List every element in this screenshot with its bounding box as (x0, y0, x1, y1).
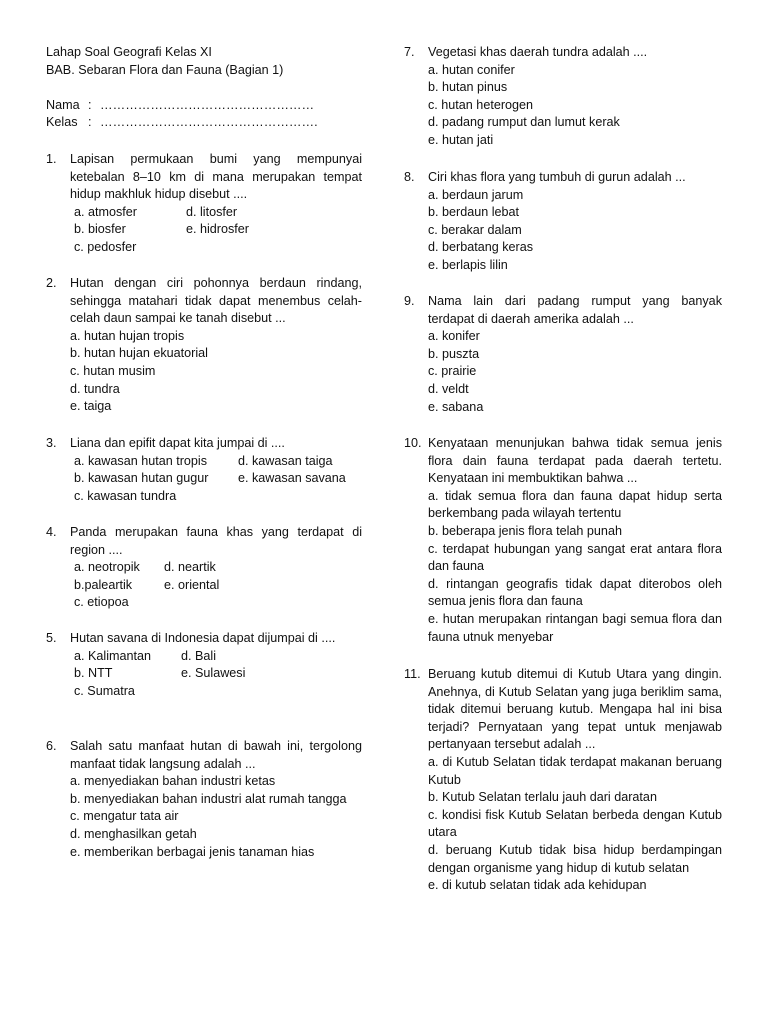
question-5 (46, 630, 362, 700)
option: b. hutan hujan ekuatorial (70, 346, 208, 361)
question-number: 7. (404, 45, 415, 59)
option: e. di kutub selatan tidak ada kehidupan (428, 878, 647, 893)
question-7 (404, 44, 722, 150)
question-4 (46, 524, 362, 612)
option: d. Bali (181, 648, 217, 663)
option: c. kondisi fisk Kutub Selatan berbeda dengan Kutub utara (428, 807, 722, 840)
option: a. berdaun jarum (428, 187, 524, 202)
option: e. hutan jati (428, 132, 494, 147)
option: c. etiopoa (74, 595, 129, 610)
question-3 (46, 435, 362, 505)
option: e. kawasan savana (238, 471, 346, 486)
worksheet-title: Lahap Soal Geografi Kelas XI (46, 45, 212, 59)
question-8 (404, 169, 722, 275)
question-text: Hutan dengan ciri pohonnya berdaun rindang, sehingga matahari tidak dapat menembus celah-celah daun sampai ke tanah disebut ... (70, 276, 362, 326)
question-text: Salah satu manfaat hutan di bawah ini, tergolong manfaat tidak langsung adalah ... (70, 739, 362, 771)
question-text: Nama lain dari padang rumput yang banyak terdapat di daerah amerika adalah ... (428, 294, 722, 326)
option: d. tundra (70, 381, 120, 396)
option: b.paleartik (74, 577, 133, 592)
option: a. menyediakan bahan industri ketas (70, 774, 276, 789)
option: a. hutan conifer (428, 62, 515, 77)
question-text: Kenyataan menunjukan bahwa tidak semua jenis flora dain fauna terdapat pada daerah tertetu. Kenyataan ini membuktikan bahwa ... (428, 436, 722, 486)
option: d. rintangan geografis tidak dapat diterobos oleh semua jenis flora dan fauna (428, 576, 722, 609)
option: c. terdapat hubungan yang sangat erat antara flora dan fauna (428, 541, 722, 574)
kelas-label: Kelas (46, 115, 78, 130)
option: c. Sumatra (74, 683, 135, 698)
option: a. tidak semua flora dan fauna dapat hidup serta berkembang pada wilayah tertentu (428, 488, 722, 521)
option: b. beberapa jenis flora telah punah (428, 523, 622, 538)
option: b. biosfer (74, 222, 126, 237)
question-number: 9. (404, 294, 415, 308)
question-9 (404, 293, 722, 416)
option: d. litosfer (186, 204, 238, 219)
nama-field[interactable] (46, 97, 362, 115)
option: b. menyediakan bahan industri alat rumah tangga (70, 791, 347, 806)
option: a. neotropik (74, 560, 140, 575)
option: e. berlapis lilin (428, 257, 508, 272)
question-number: 5. (46, 631, 57, 645)
question-text: Hutan savana di Indonesia dapat dijumpai di .... (70, 631, 336, 645)
question-number: 10. (404, 436, 422, 450)
option: c. hutan heterogen (428, 97, 534, 112)
question-text: Lapisan permukaan bumi yang mempunyai ketebalan 8–10 km di mana merupakan tempat hidup makhluk hidup disebut .... (70, 152, 362, 202)
option: a. hutan hujan tropis (70, 328, 185, 343)
question-11 (404, 666, 722, 895)
option: e. memberikan berbagai jenis tanaman hias (70, 844, 315, 859)
kelas-field[interactable] (46, 114, 362, 132)
worksheet-subtitle: BAB. Sebaran Flora dan Fauna (Bagian 1) (46, 62, 284, 77)
option: a. di Kutub Selatan tidak terdapat makanan beruang Kutub (428, 754, 722, 787)
question-1 (46, 151, 362, 257)
question-number: 6. (46, 739, 57, 753)
option: c. kawasan tundra (74, 488, 177, 503)
option: d. veldt (428, 381, 469, 396)
question-number: 3. (46, 436, 57, 450)
option: e. hutan merupakan rintangan bagi semua flora dan fauna utnuk menyebar (428, 611, 722, 644)
option-list (74, 453, 362, 506)
option: d. berbatang keras (428, 240, 534, 255)
question-text: Panda merupakan fauna khas yang terdapat di region .... (70, 525, 362, 557)
option: b. Kutub Selatan terlalu jauh dari daratan (428, 790, 657, 805)
option: d. kawasan taiga (238, 453, 333, 468)
option: c. mengatur tata air (70, 809, 179, 824)
question-2 (46, 275, 362, 416)
question-6 (46, 738, 362, 861)
option: d. beruang Kutub tidak bisa hidup berdampingan dengan organisme yang hidup di kutub selatan (428, 842, 722, 875)
option-list (74, 204, 362, 257)
question-number: 11. (404, 667, 421, 681)
question-number: 8. (404, 170, 415, 184)
option: c. pedosfer (74, 239, 137, 254)
option: b. kawasan hutan gugur (74, 471, 209, 486)
option: b. NTT (74, 666, 113, 681)
option: a. konifer (428, 329, 480, 344)
option: e. sabana (428, 399, 484, 414)
question-number: 1. (46, 152, 57, 166)
question-number: 4. (46, 525, 57, 539)
option: d. menghasilkan getah (70, 826, 197, 841)
question-text: Liana dan epifit dapat kita jumpai di .... (70, 436, 285, 450)
nama-separator: : (88, 97, 92, 112)
nama-label: Nama (46, 97, 80, 112)
option: e. hidrosfer (186, 222, 249, 237)
option-list (74, 648, 362, 701)
option: b. hutan pinus (428, 80, 508, 95)
question-text: Ciri khas flora yang tumbuh di gurun adalah ... (428, 170, 686, 184)
option: c. prairie (428, 364, 477, 379)
nama-blank[interactable]: …………………………………………… (100, 97, 315, 112)
option-list (74, 559, 362, 612)
option: b. berdaun lebat (428, 205, 520, 220)
kelas-blank[interactable]: ……………………………………………. (100, 115, 318, 130)
option: a. atmosfer (74, 204, 137, 219)
question-10 (404, 435, 722, 646)
option: b. puszta (428, 346, 480, 361)
option: d. neartik (164, 560, 216, 575)
kelas-separator: : (88, 115, 92, 130)
option: a. kawasan hutan tropis (74, 453, 208, 468)
option: a. Kalimantan (74, 648, 152, 663)
option: e. oriental (164, 577, 220, 592)
option: c. hutan musim (70, 363, 156, 378)
option: e. taiga (70, 399, 112, 414)
option: e. Sulawesi (181, 666, 246, 681)
question-number: 2. (46, 276, 57, 290)
worksheet-header (46, 44, 362, 132)
option: c. berakar dalam (428, 222, 522, 237)
question-text: Beruang kutub ditemui di Kutub Utara yang dingin. Anehnya, di Kutub Selatan yang juga beriklim sama, tidak ditemui beruang kutub. Mengapa hal ini bisa terjadi? Pernyataan yang tepat untuk menjawab pertanyaan tersebut adalah ... (428, 667, 722, 752)
option: d. padang rumput dan lumut kerak (428, 115, 620, 130)
question-text: Vegetasi khas daerah tundra adalah .... (428, 45, 648, 59)
